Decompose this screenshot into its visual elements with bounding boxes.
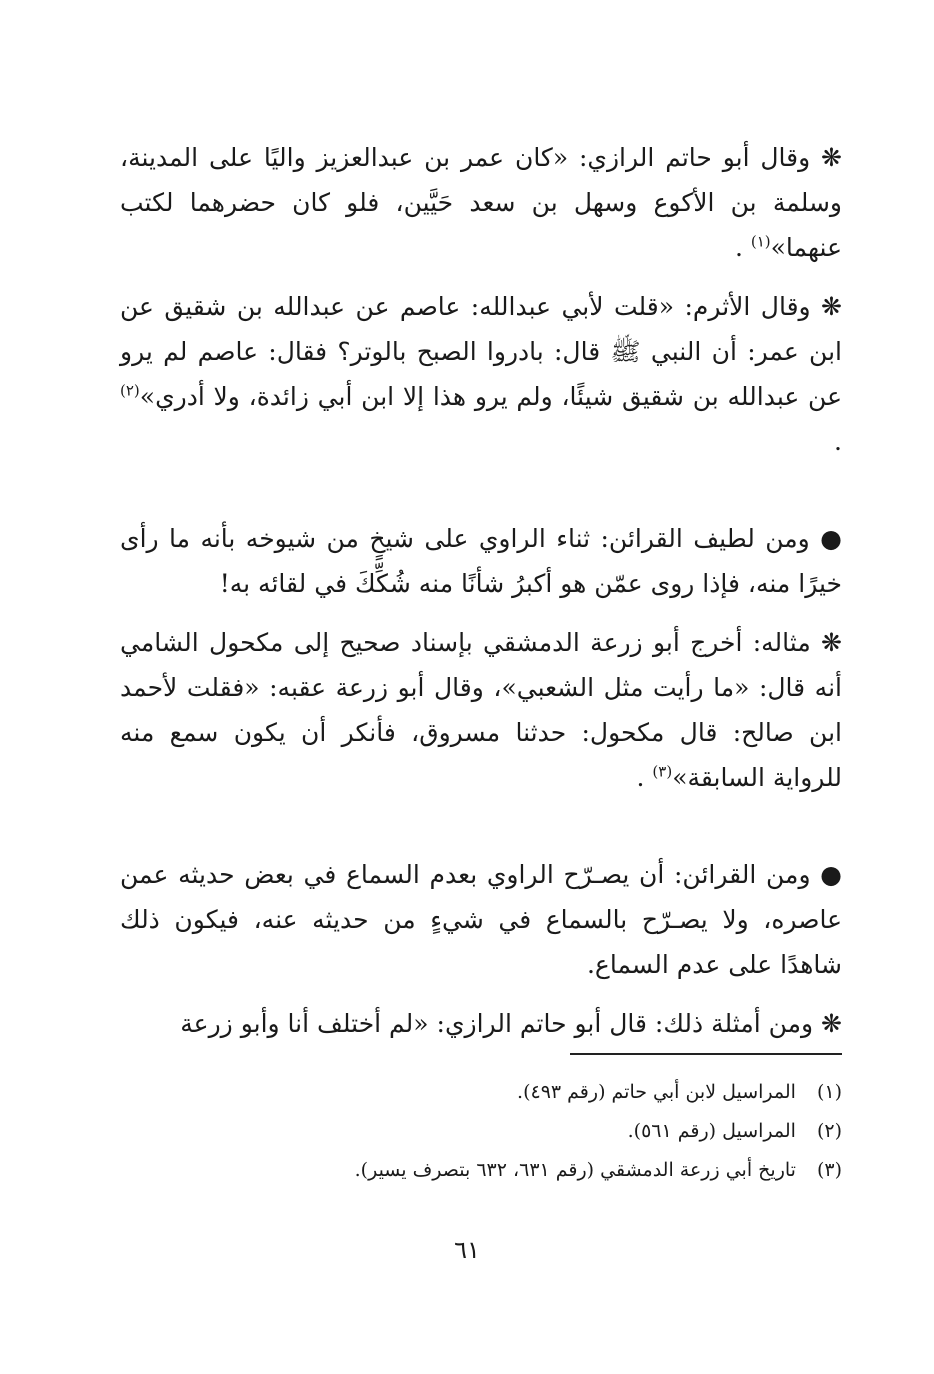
paragraph-6 (120, 1001, 842, 1046)
footnote-3-number: (٣) (816, 1159, 842, 1181)
footnote-ref-1: (١) (750, 232, 771, 251)
footnote-3-text: تاريخ أبي زرعة الدمشقي (رقم ٦٣١، ٦٣٢ بتصرف يسير). (354, 1159, 796, 1181)
paragraph-4 (120, 620, 842, 800)
paragraph-2-text: ❋ وقال الأثرم: «قلت لأبي عبدالله: عاصم عن عبدالله بن شقيق عن ابن عمر: أن النبي ﷺ قال: بادروا الصبح بالوتر؟ فقال: عاصم لم يرو عن عبدالله بن شقيق شيئًا، ولم يرو هذا إلا ابن أبي زائدة، ولا أدري» (120, 292, 842, 411)
footnote-ref-3: (٣) (652, 762, 673, 781)
footnote-2-number: (٢) (816, 1120, 842, 1142)
footnote-divider (570, 1053, 842, 1055)
footnote-1-text: المراسيل لابن أبي حاتم (رقم ٤٩٣). (517, 1081, 796, 1103)
paragraph-5 (120, 852, 842, 987)
paragraph-4-text: ❋ مثاله: أخرج أبو زرعة الدمشقي بإسناد صحيح إلى مكحول الشامي أنه قال: «ما رأيت مثل الشعبي»، وقال أبو زرعة عقبه: «فقلت لأحمد ابن صالح: قال مكحول: حدثنا مسروق، فأنكر أن يكون سمع منه للرواية السابقة» (120, 628, 842, 792)
footnote-3 (120, 1151, 842, 1190)
paragraph-2-end: . (834, 427, 842, 456)
paragraph-6-text: ❋ ومن أمثلة ذلك: قال أبو حاتم الرازي: «لم أختلف أنا وأبو زرعة (180, 1009, 842, 1038)
paragraph-1 (120, 135, 842, 270)
footnote-2-text: المراسيل (رقم ٥٦١). (627, 1120, 796, 1142)
footnote-2 (120, 1112, 842, 1151)
paragraph-1-text: ❋ وقال أبو حاتم الرازي: «كان عمر بن عبدالعزيز واليًا على المدينة، وسلمة بن الأكوع وسهل بن سعد حَيَّين، فلو كان حضرهما لكتب عنهما» (120, 143, 842, 262)
footnote-ref-2: (٢) (120, 381, 140, 400)
paragraph-4-end: . (636, 763, 645, 792)
footnote-1-number: (١) (816, 1081, 842, 1103)
footnotes (120, 1073, 842, 1190)
paragraph-3-text: ● ومن لطيف القرائن: ثناء الراوي على شيخٍ من شيوخه بأنه ما رأى خيرًا منه، فإذا روى عمّن هو أكبرُ شأنًا منه شُكِّكَ في لقائه به! (120, 524, 842, 598)
footnote-1 (120, 1073, 842, 1112)
paragraph-2 (120, 284, 842, 464)
paragraph-5-text: ● ومن القرائن: أن يصـرّح الراوي بعدم السماع في بعض حديثه عمن عاصره، ولا يصـرّح بالسماع في شيءٍ من حديثه عنه، فيكون ذلك شاهدًا على عدم السماع. (120, 860, 842, 979)
paragraph-1-end: . (734, 233, 743, 262)
paragraph-3 (120, 516, 842, 606)
page-number: ٦١ (454, 1236, 480, 1264)
